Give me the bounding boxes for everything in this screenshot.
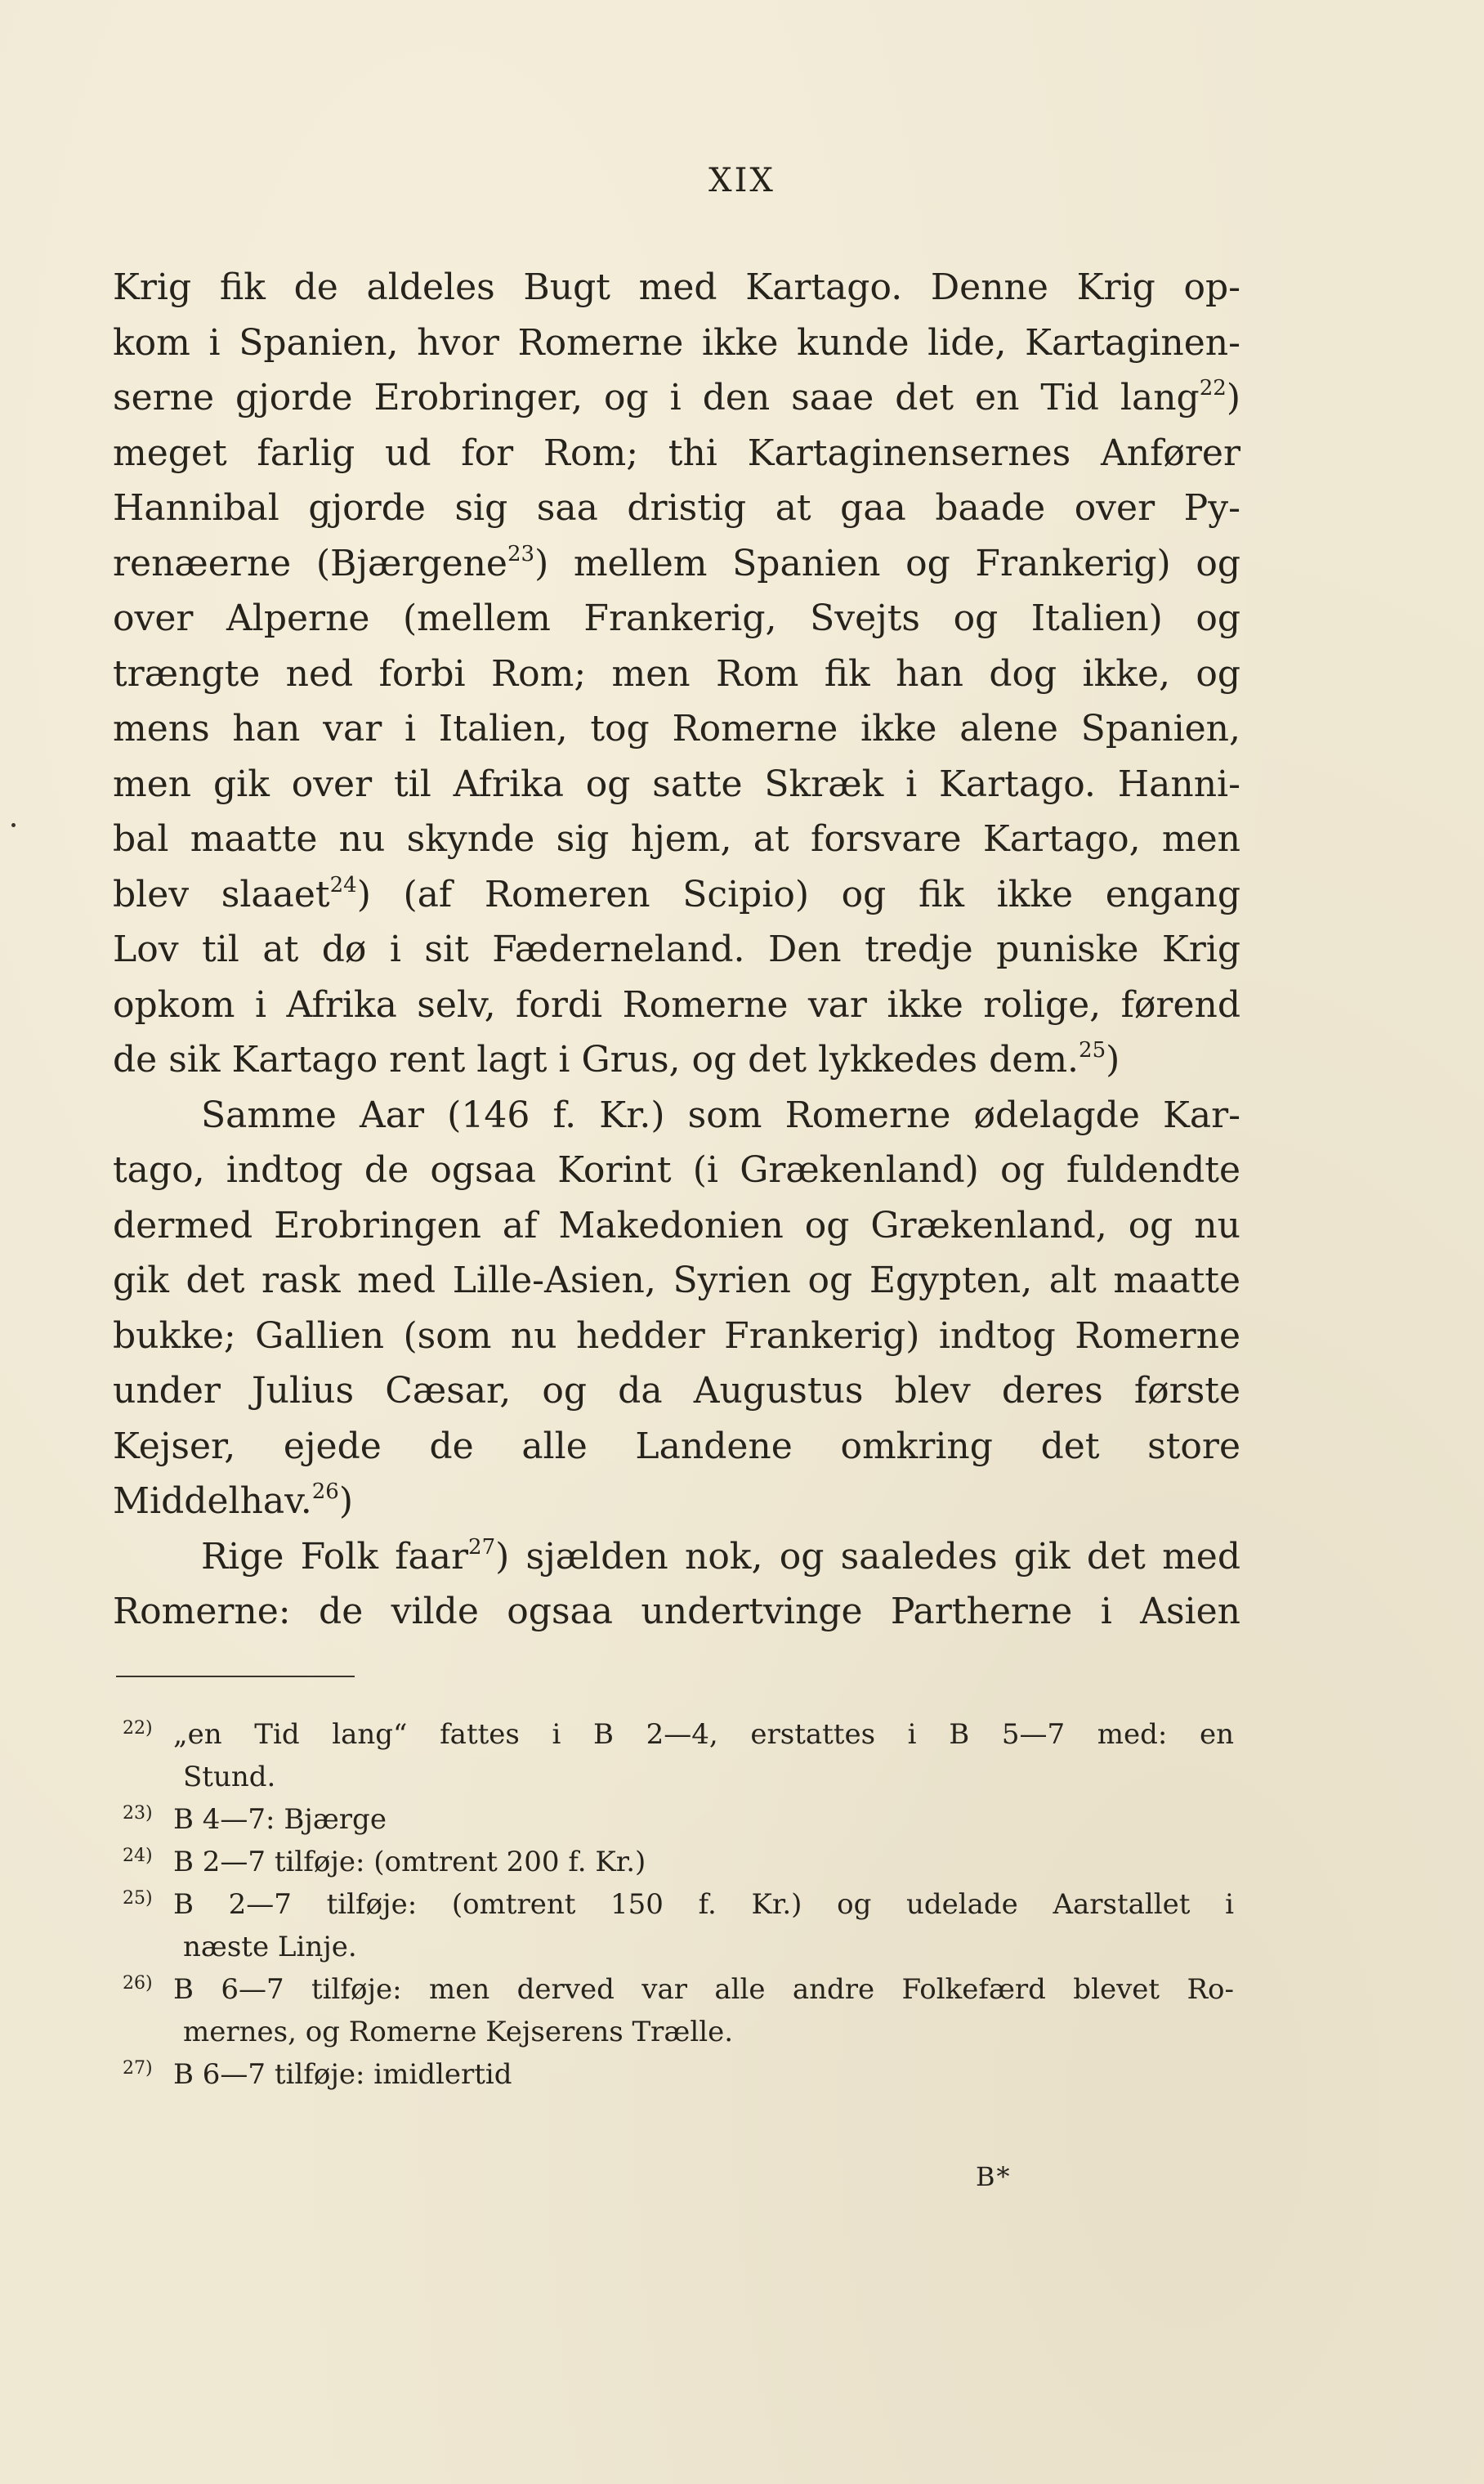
footnote-27: 27) B 6—7 tilføje: imidlertid (123, 2058, 512, 2091)
body-line (113, 1474, 1240, 1529)
text-run: Middelhav. (113, 1480, 312, 1522)
text-run: Samme Aar (146 f. Kr.) som Romerne ødelagde Kar- (201, 1094, 1240, 1136)
body-line (113, 370, 1240, 426)
text-run: dermed Erobringen af Makedonien og Grækenland, og nu (113, 1204, 1240, 1246)
text-run: serne gjorde Erobringer, og i den saae det en Tid lang (113, 377, 1200, 418)
text-run: meget farlig ud for Rom; thi Kartaginensernes Anfører (113, 432, 1240, 474)
text-run: Kejser, ejede de alle Landene omkring det store (113, 1425, 1240, 1467)
footnote-26: 26) B 6—7 tilføje: men derved var alle andre Folkefærd blevet Ro- (123, 1973, 1234, 2006)
footnote-22: 22) „en Tid lang“ fattes i B 2—4, erstattes i B 5—7 med: en (123, 1718, 1234, 1751)
text-run: under Julius Cæsar, og da Augustus blev deres første (113, 1370, 1240, 1412)
ink-speck (11, 823, 16, 827)
body-text (113, 260, 1240, 1640)
text-run: ) sjælden nok, og saaledes gik det med (495, 1535, 1240, 1578)
text-run: bukke; Gallien (som nu hedder Frankerig) indtog Romerne (113, 1314, 1240, 1357)
footnote-reference[interactable]: 26 (311, 1479, 339, 1504)
footnote-divider (116, 1676, 355, 1677)
body-line (113, 536, 1240, 592)
body-line (113, 1419, 1240, 1475)
text-run: kom i Spanien, hvor Romerne ikke kunde lide, Kartaginen- (113, 321, 1240, 364)
footnote-23: 23) B 4—7: Bjærge (123, 1803, 387, 1836)
footnote-text: mernes, og Romerne Kejserens Trælle. (183, 2016, 734, 2048)
body-line (113, 978, 1240, 1033)
text-run: over Alperne (mellem Frankerig, Svejts og Italien) og (113, 598, 1240, 639)
body-line (113, 1143, 1240, 1198)
text-run: ) (1226, 377, 1240, 418)
footnote-text: B 2—7 tilføje: (omtrent 150 f. Kr.) og udelade Aarstallet i (173, 1888, 1234, 1921)
footnote-reference[interactable]: 22 (1199, 376, 1227, 401)
printer-signature: B* (976, 2161, 1012, 2192)
body-line (113, 260, 1240, 316)
body-line (113, 701, 1240, 757)
body-line (113, 922, 1240, 978)
page-number: XIX (708, 162, 776, 199)
footnote-25: 25) B 2—7 tilføje: (omtrent 150 f. Kr.) og udelade Aarstallet i (123, 1888, 1234, 1921)
body-line (113, 1363, 1240, 1419)
footnote-25-continued (123, 1926, 1234, 1968)
text-run: men gik over til Afrika og satte Skræk i Kartago. Hanni- (113, 763, 1240, 805)
text-run: ) mellem Spanien og Frankerig) og (534, 542, 1240, 584)
text-run: renæerne (Bjærgene (113, 542, 507, 584)
body-line (113, 1309, 1240, 1364)
body-line (113, 1584, 1240, 1640)
text-run: ) (af Romeren Scipio) og fik ikke engang (356, 873, 1240, 915)
footnote-reference[interactable]: 27 (468, 1534, 496, 1560)
body-line (113, 812, 1240, 867)
body-line (113, 1088, 1240, 1144)
footnote-text: næste Linje. (183, 1931, 357, 1963)
footnote-text: B 6—7 tilføje: imidlertid (173, 2058, 512, 2091)
text-run: tago, indtog de ogsaa Korint (i Grækenland) og fuldendte (113, 1149, 1240, 1191)
text-run: mens han var i Italien, tog Romerne ikke alene Spanien, (113, 708, 1240, 750)
footnote-text: B 4—7: Bjærge (173, 1803, 387, 1836)
footnote-reference[interactable]: 25 (1079, 1038, 1106, 1063)
text-run: opkom i Afrika selv, fordi Romerne var ikke rolige, førend (113, 983, 1240, 1026)
footnote-reference[interactable]: 23 (507, 541, 535, 566)
body-line (113, 867, 1240, 923)
text-run: blev slaaet (113, 873, 330, 915)
footnote-24: 24) B 2—7 tilføje: (omtrent 200 f. Kr.) (123, 1846, 646, 1878)
text-run: Hannibal gjorde sig saa dristig at gaa baade over Py- (113, 487, 1240, 529)
body-line (113, 1198, 1240, 1254)
body-line (113, 426, 1240, 481)
text-run: ) (1106, 1039, 1120, 1081)
footnotes (123, 1713, 1234, 2096)
footnote-text: B 2—7 tilføje: (omtrent 200 f. Kr.) (173, 1846, 646, 1878)
footnote-text: „en Tid lang“ fattes i B 2—4, erstattes i B 5—7 med: en (173, 1718, 1234, 1751)
footnote-22-continued (123, 1756, 1234, 1798)
text-run: Krig fik de aldeles Bugt med Kartago. Denne Krig op- (113, 266, 1240, 308)
body-line (113, 1253, 1240, 1309)
body-line (113, 1032, 1240, 1088)
text-run: ) (338, 1480, 354, 1522)
footnote-reference[interactable]: 24 (329, 872, 357, 897)
text-run: Lov til at dø i sit Fæderneland. Den tredje puniske Krig (113, 929, 1240, 970)
body-line (113, 481, 1240, 536)
text-run: Romerne: de vilde ogsaa undertvinge Partherne i Asien (113, 1591, 1240, 1632)
footnote-text: Stund. (183, 1761, 276, 1793)
body-line (113, 1529, 1240, 1585)
text-run: gik det rask med Lille-Asien, Syrien og Egypten, alt maatte (113, 1260, 1240, 1301)
footnote-26-continued (123, 2011, 1234, 2053)
text-run: Rige Folk faar (201, 1535, 469, 1578)
body-line (113, 316, 1240, 371)
text-run: bal maatte nu skynde sig hjem, at forsvare Kartago, men (113, 818, 1240, 860)
text-run: trængte ned forbi Rom; men Rom fik han dog ikke, og (113, 652, 1240, 695)
body-line (113, 647, 1240, 702)
body-line (113, 591, 1240, 647)
body-line (113, 757, 1240, 812)
footnote-text: B 6—7 tilføje: men derved var alle andre Folkefærd blevet Ro- (173, 1973, 1234, 2006)
text-run: de sik Kartago rent lagt i Grus, og det lykkedes dem. (113, 1039, 1079, 1081)
